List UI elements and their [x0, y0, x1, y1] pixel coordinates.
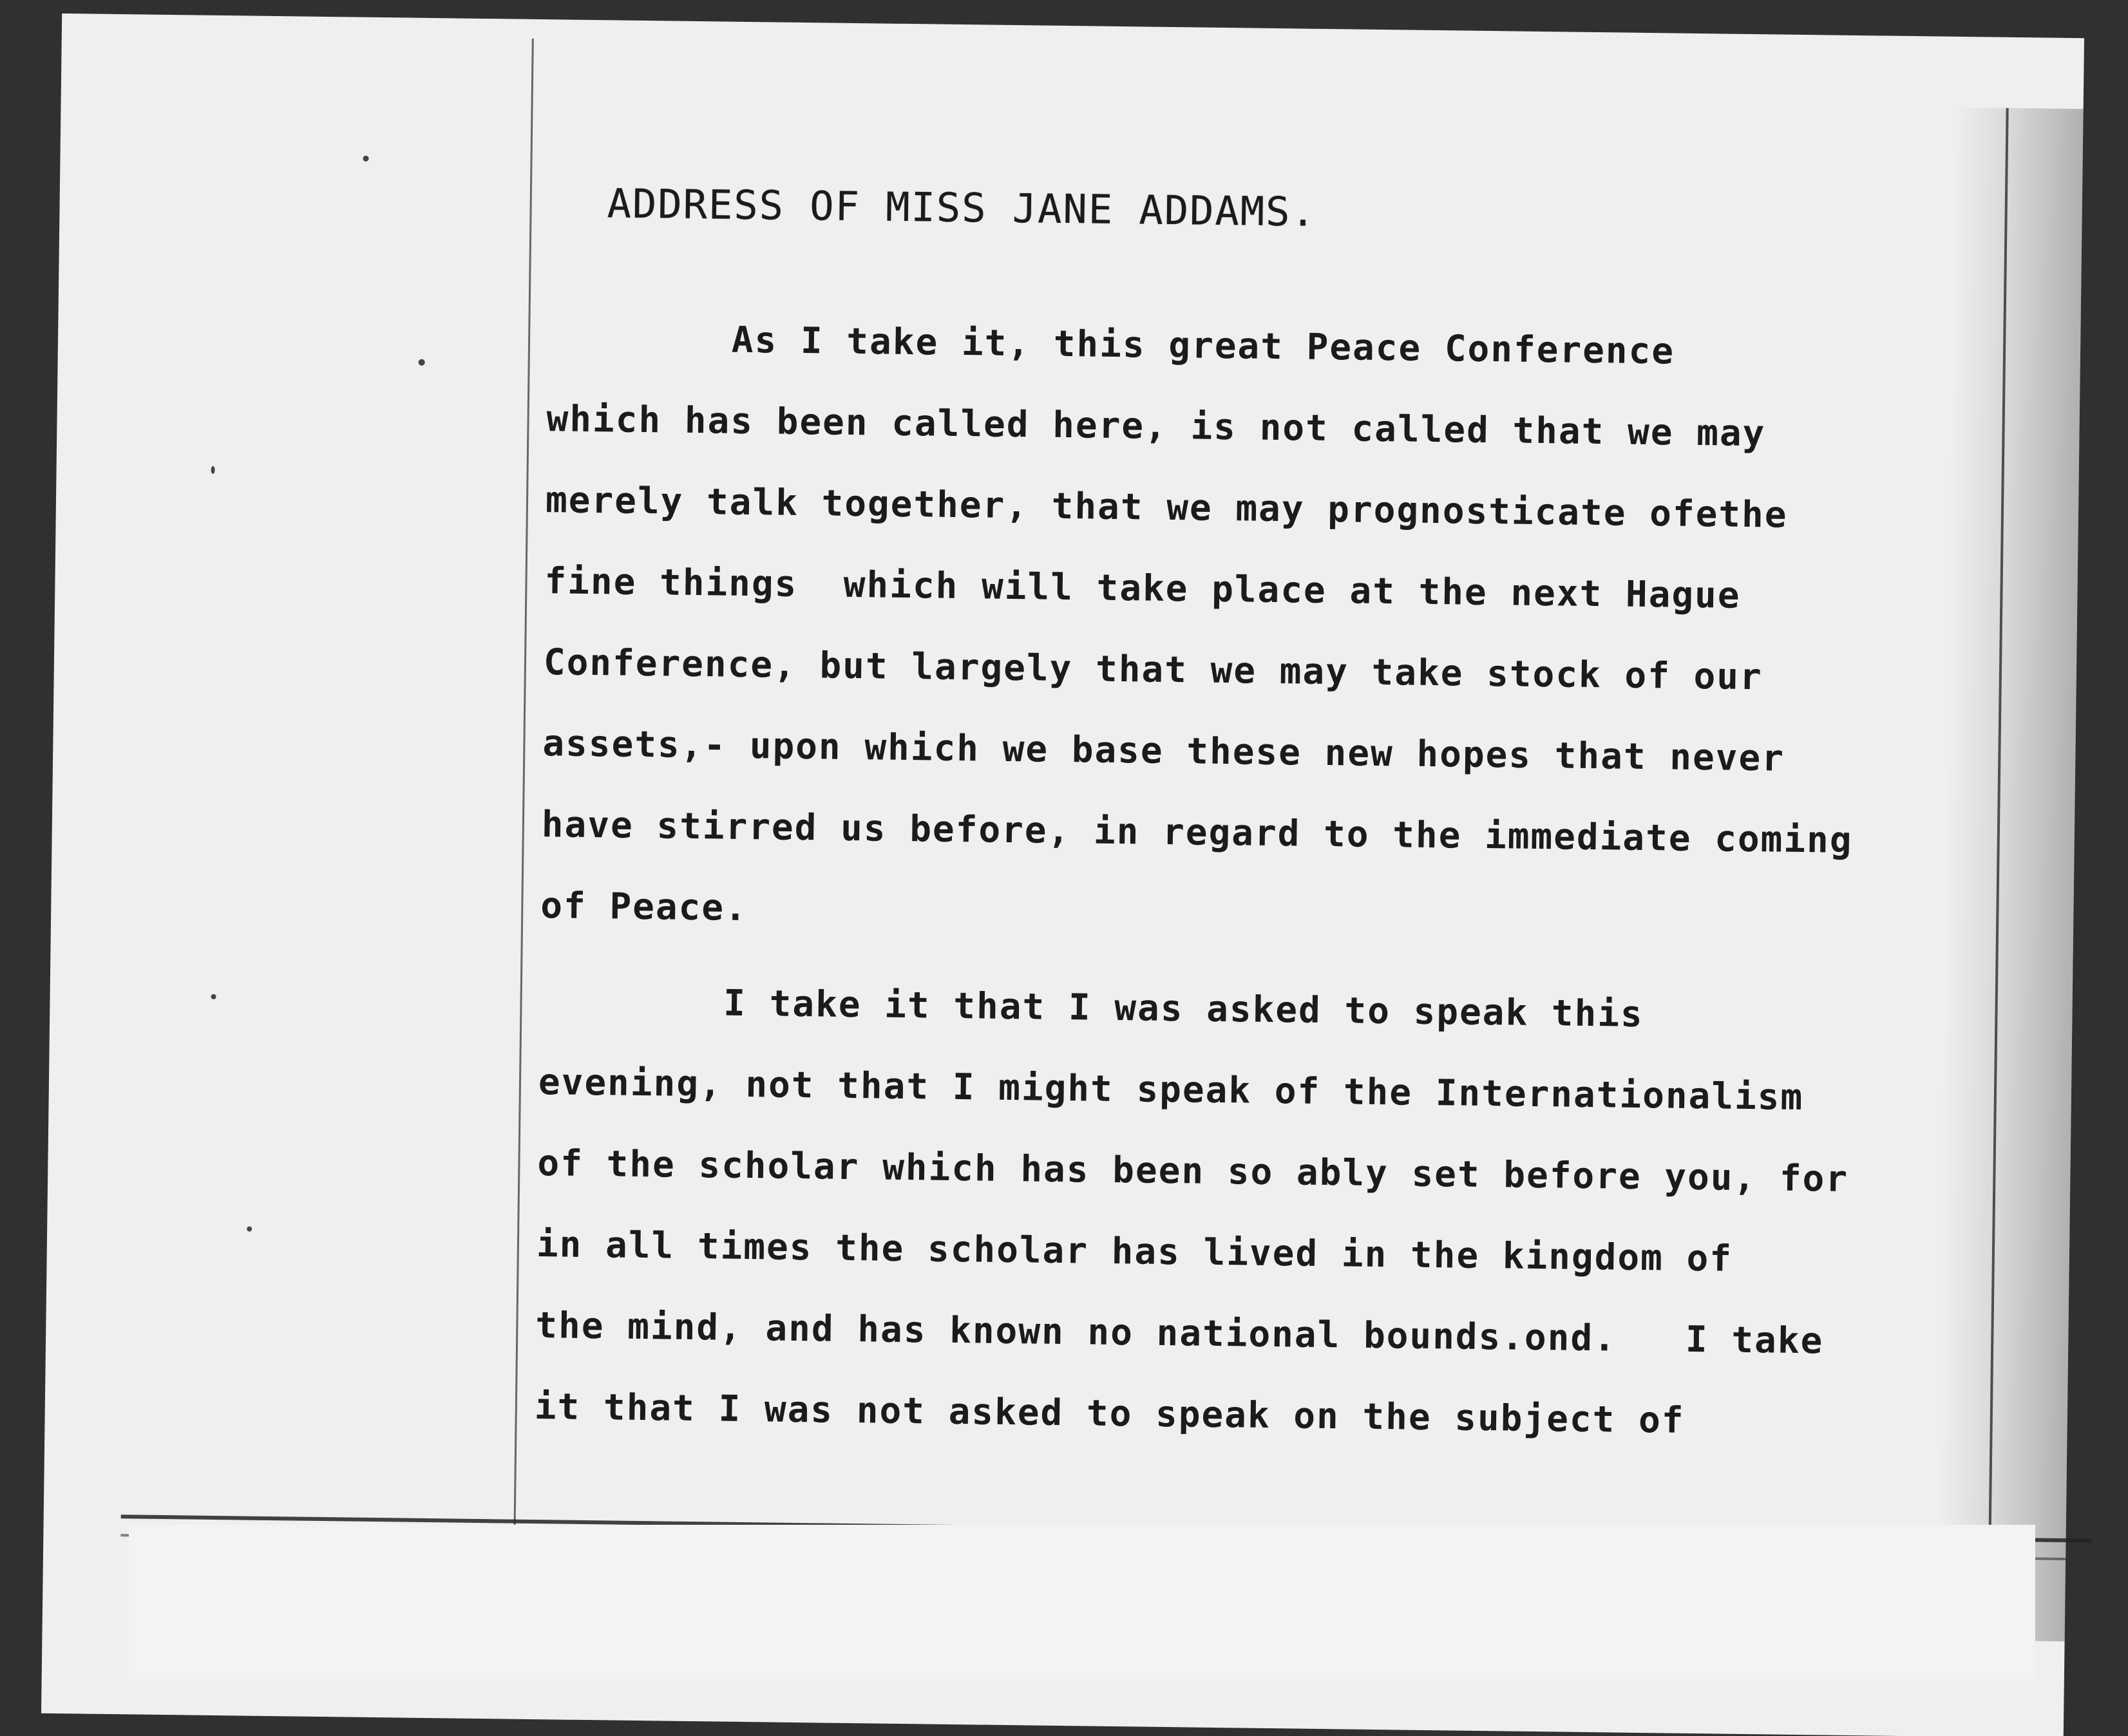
ink-speck	[247, 1227, 252, 1232]
text-line: fine things which will take place at the next Hague	[544, 560, 1741, 617]
text-line: As I take it, this great Peace Conference	[547, 317, 1675, 373]
text-line: in all times the scholar has lived in the kingdom of	[536, 1223, 1733, 1280]
text-line: of Peace.	[540, 885, 748, 930]
text-line: have stirred us before, in regard to the immediate coming	[541, 804, 1853, 862]
ink-speck	[363, 156, 368, 162]
text-line: Conference, but largely that we may take stock of our	[543, 641, 1763, 699]
typed-sheet	[41, 14, 2084, 1736]
text-line: of the scholar which has been so ably set before you, for	[537, 1142, 1849, 1200]
text-line: the mind, and has known no national bounds.ond. I take	[535, 1305, 1824, 1363]
text-line: merely talk together, that we may prognosticate ofethe	[545, 479, 1788, 536]
typed-text	[534, 180, 2031, 1466]
left-margin-rule	[513, 39, 534, 1558]
text-line: it that I was not asked to speak on the subject of	[534, 1386, 1685, 1442]
ink-speck	[211, 466, 215, 474]
paragraph-1	[540, 297, 2029, 965]
document-title: ADDRESS OF MISS JANE ADDAMS.	[607, 180, 1317, 236]
text-line: which has been called here, is not called that we may	[546, 398, 1766, 455]
text-line: assets,- upon which we base these new hopes that never	[542, 722, 1785, 780]
ink-speck	[419, 359, 425, 366]
ink-speck	[211, 994, 216, 999]
text-line: I take it that I was asked to speak this	[539, 980, 1644, 1036]
text-line: evening, not that I might speak of the Internationalism	[538, 1061, 1804, 1119]
lower-page-strip	[129, 1525, 2035, 1679]
paragraph-2	[534, 961, 2021, 1466]
